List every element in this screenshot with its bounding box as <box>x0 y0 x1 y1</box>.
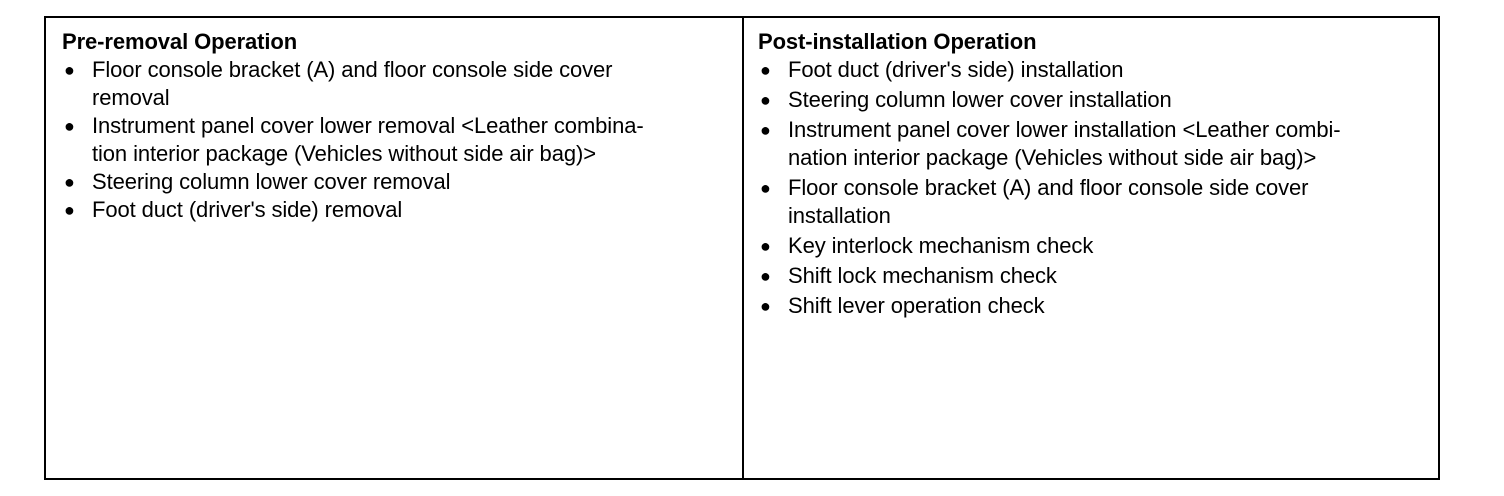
list-item-text: installation <box>788 203 891 228</box>
post-installation-column <box>744 18 1438 478</box>
list-item-text: Foot duct (driver's side) installation <box>788 57 1124 82</box>
list-item-text: Shift lock mechanism check <box>788 263 1057 288</box>
list-item <box>758 232 1426 260</box>
list-item-text: Floor console bracket (A) and floor console side cover <box>92 57 613 82</box>
bullet-icon: ● <box>64 60 75 80</box>
bullet-icon: ● <box>760 178 771 198</box>
list-item-text: Steering column lower cover installation <box>788 87 1172 112</box>
pre-removal-title: Pre-removal Operation <box>62 29 298 54</box>
list-item-text: tion interior package (Vehicles without side air bag)> <box>92 141 596 166</box>
list-item <box>62 196 730 224</box>
bullet-icon: ● <box>760 296 771 316</box>
bullet-icon: ● <box>64 200 75 220</box>
post-installation-title: Post-installation Operation <box>758 29 1037 54</box>
list-item <box>758 116 1426 172</box>
list-item-text: Key interlock mechanism check <box>788 233 1094 258</box>
bullet-icon: ● <box>760 90 771 110</box>
bullet-icon: ● <box>760 266 771 286</box>
bullet-icon: ● <box>64 116 75 136</box>
pre-removal-column <box>46 18 744 478</box>
list-item <box>758 174 1426 230</box>
list-item-text: Instrument panel cover lower removal <Leather combina- <box>92 113 644 138</box>
bullet-icon: ● <box>760 120 771 140</box>
bullet-icon: ● <box>760 60 771 80</box>
list-item-text: removal <box>92 85 170 110</box>
list-item-text: Instrument panel cover lower installation <Leather combi- <box>788 117 1341 142</box>
list-item <box>758 262 1426 290</box>
pre-removal-list <box>62 56 730 224</box>
list-item <box>62 112 730 168</box>
list-item <box>62 56 730 112</box>
list-item <box>758 292 1426 320</box>
list-item-text: nation interior package (Vehicles without side air bag)> <box>788 145 1317 170</box>
list-item <box>62 168 730 196</box>
list-item-text: Steering column lower cover removal <box>92 169 451 194</box>
post-installation-list <box>758 56 1426 320</box>
bullet-icon: ● <box>64 172 75 192</box>
list-item-text: Foot duct (driver's side) removal <box>92 197 403 222</box>
list-item <box>758 86 1426 114</box>
list-item-text: Shift lever operation check <box>788 293 1045 318</box>
list-item <box>758 56 1426 84</box>
bullet-icon: ● <box>760 236 771 256</box>
list-item-text: Floor console bracket (A) and floor console side cover <box>788 175 1309 200</box>
operations-table <box>44 16 1440 480</box>
